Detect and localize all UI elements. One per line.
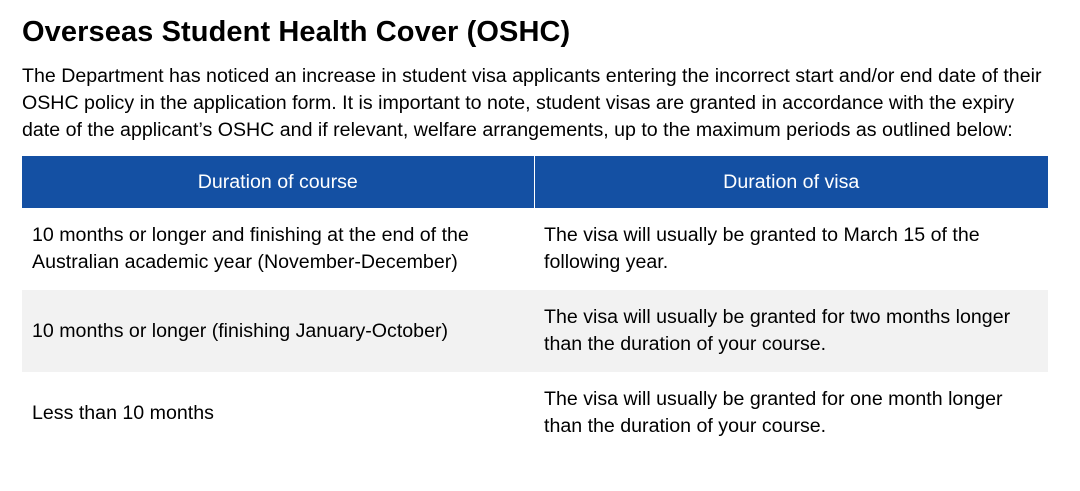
visa-duration-cell: The visa will usually be granted to March 15 of the following year. <box>544 224 980 273</box>
page-title: Overseas Student Health Cover (OSHC) <box>22 16 571 48</box>
course-duration-cell: 10 months or longer and finishing at the end of the Australian academic year (November-December) <box>32 224 469 273</box>
visa-duration-cell: The visa will usually be granted for two months longer than the duration of your course. <box>534 290 1048 372</box>
intro-paragraph: The Department has noticed an increase in student visa applicants entering the incorrect start and/or end date of their OSHC policy in the application form. It is important to note, student visas are granted in accordance with the expiry date of the applicant’s OSHC and if relevant, welfare arrangements, up to the maximum periods as outlined below: <box>22 65 1042 141</box>
visa-duration-table <box>22 156 1048 454</box>
table-row <box>22 208 1048 290</box>
course-duration-cell: 10 months or longer (finishing January-October) <box>22 290 534 372</box>
table-header-row <box>22 156 1048 208</box>
visa-duration-cell: The visa will usually be granted for one month longer than the duration of your course. <box>544 388 1003 437</box>
column-header-course: Duration of course <box>22 156 534 208</box>
column-header-visa: Duration of visa <box>534 156 1048 208</box>
table-row <box>22 372 1048 454</box>
table-row <box>22 290 1048 372</box>
course-duration-cell: Less than 10 months <box>32 401 214 424</box>
